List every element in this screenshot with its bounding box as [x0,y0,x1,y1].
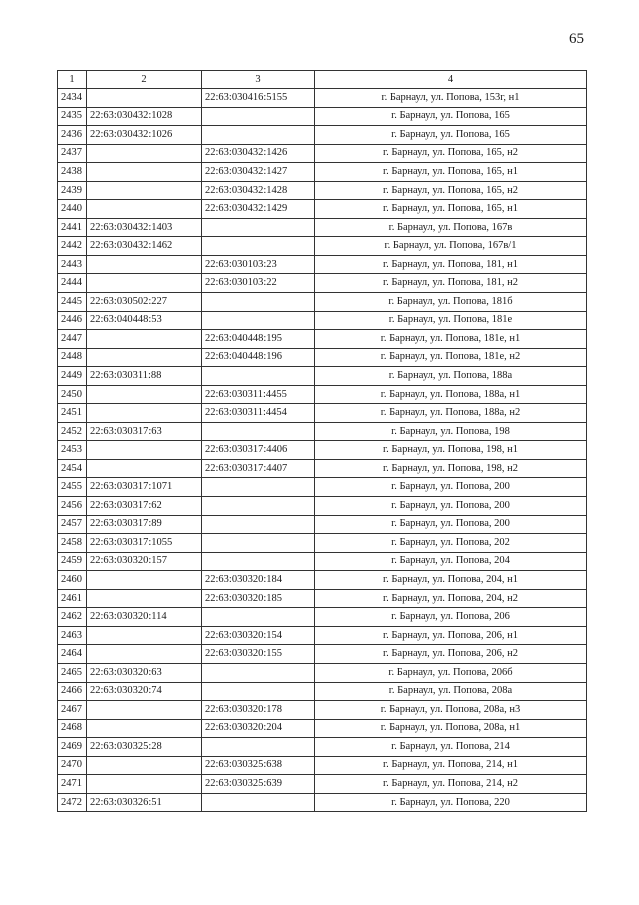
cadastral-number-premises-cell [202,478,315,497]
cadastral-number-land-cell: 22:63:030432:1403 [87,218,202,237]
cadastral-number-premises-cell: 22:63:030320:178 [202,701,315,720]
row-number-cell: 2460 [58,571,87,590]
address-cell: г. Барнаул, ул. Попова, 220 [315,793,587,812]
cadastral-number-land-cell [87,775,202,794]
cadastral-number-premises-cell: 22:63:040448:196 [202,348,315,367]
row-number-cell: 2439 [58,181,87,200]
row-number-cell: 2459 [58,552,87,571]
cadastral-number-land-cell [87,645,202,664]
row-number-cell: 2463 [58,626,87,645]
address-cell: г. Барнаул, ул. Попова, 165, н1 [315,200,587,219]
row-number-cell: 2436 [58,126,87,145]
cadastral-number-land-cell [87,441,202,460]
row-number-cell: 2470 [58,756,87,775]
cadastral-number-premises-cell: 22:63:030317:4406 [202,441,315,460]
row-number-cell: 2455 [58,478,87,497]
row-number-cell: 2435 [58,107,87,126]
cadastral-number-premises-cell [202,237,315,256]
table-row [58,793,587,812]
address-cell: г. Барнаул, ул. Попова, 206, н2 [315,645,587,664]
table-row [58,663,587,682]
row-number-cell: 2446 [58,311,87,330]
cadastral-number-land-cell: 22:63:030317:89 [87,515,202,534]
cadastral-number-land-cell: 22:63:030317:1071 [87,478,202,497]
table-row [58,645,587,664]
cadastral-number-land-cell: 22:63:030311:88 [87,367,202,386]
table-row [58,589,587,608]
address-cell: г. Барнаул, ул. Попова, 206, н1 [315,626,587,645]
table-row [58,348,587,367]
row-number-cell: 2442 [58,237,87,256]
cadastral-number-premises-cell: 22:63:030320:155 [202,645,315,664]
address-cell: г. Барнаул, ул. Попова, 204, н2 [315,589,587,608]
cadastral-number-premises-cell [202,663,315,682]
cadastral-number-land-cell [87,89,202,108]
row-number-cell: 2458 [58,534,87,553]
cadastral-number-premises-cell [202,608,315,627]
address-cell: г. Барнаул, ул. Попова, 181б [315,293,587,312]
address-cell: г. Барнаул, ул. Попова, 198 [315,422,587,441]
table-row [58,404,587,423]
property-registry-table [57,70,587,812]
address-cell: г. Барнаул, ул. Попова, 165, н1 [315,163,587,182]
address-cell: г. Барнаул, ул. Попова, 188а, н2 [315,404,587,423]
cadastral-number-premises-cell: 22:63:030317:4407 [202,459,315,478]
row-number-cell: 2466 [58,682,87,701]
table-row [58,756,587,775]
cadastral-number-land-cell: 22:63:030432:1462 [87,237,202,256]
row-number-cell: 2445 [58,293,87,312]
row-number-cell: 2464 [58,645,87,664]
cadastral-number-premises-cell: 22:63:030432:1427 [202,163,315,182]
cadastral-number-premises-cell [202,126,315,145]
cadastral-number-premises-cell: 22:63:030103:22 [202,274,315,293]
address-cell: г. Барнаул, ул. Попова, 181е [315,311,587,330]
table-row [58,459,587,478]
table-row [58,89,587,108]
table-row [58,719,587,738]
cadastral-number-land-cell [87,181,202,200]
cadastral-number-land-cell [87,274,202,293]
cadastral-number-land-cell [87,404,202,423]
address-cell: г. Барнаул, ул. Попова, 206б [315,663,587,682]
cadastral-number-premises-cell [202,367,315,386]
row-number-cell: 2471 [58,775,87,794]
table-row [58,682,587,701]
cadastral-number-land-cell: 22:63:030317:1055 [87,534,202,553]
row-number-cell: 2469 [58,738,87,757]
cadastral-number-premises-cell: 22:63:030103:23 [202,255,315,274]
cadastral-number-land-cell: 22:63:030432:1028 [87,107,202,126]
row-number-cell: 2440 [58,200,87,219]
cadastral-number-land-cell: 22:63:030320:157 [87,552,202,571]
table-row [58,626,587,645]
column-header-2: 2 [87,71,202,89]
cadastral-number-land-cell [87,200,202,219]
row-number-cell: 2450 [58,385,87,404]
table-row [58,218,587,237]
row-number-cell: 2456 [58,497,87,516]
table-row [58,311,587,330]
table-row [58,385,587,404]
row-number-cell: 2448 [58,348,87,367]
cadastral-number-land-cell [87,144,202,163]
address-cell: г. Барнаул, ул. Попова, 204, н1 [315,571,587,590]
table-row [58,701,587,720]
table-row [58,515,587,534]
cadastral-number-land-cell: 22:63:030320:63 [87,663,202,682]
address-cell: г. Барнаул, ул. Попова, 198, н2 [315,459,587,478]
table-row [58,497,587,516]
table-row [58,330,587,349]
cadastral-number-land-cell [87,626,202,645]
cadastral-number-premises-cell: 22:63:030320:154 [202,626,315,645]
cadastral-number-premises-cell: 22:63:030320:185 [202,589,315,608]
cadastral-number-land-cell [87,330,202,349]
row-number-cell: 2461 [58,589,87,608]
address-cell: г. Барнаул, ул. Попова, 200 [315,515,587,534]
cadastral-number-premises-cell [202,515,315,534]
table-row [58,293,587,312]
cadastral-number-premises-cell [202,793,315,812]
cadastral-number-land-cell: 22:63:030317:62 [87,497,202,516]
cadastral-number-land-cell [87,255,202,274]
row-number-cell: 2462 [58,608,87,627]
cadastral-number-land-cell: 22:63:030317:63 [87,422,202,441]
table-row [58,441,587,460]
cadastral-number-premises-cell: 22:63:030432:1426 [202,144,315,163]
address-cell: г. Барнаул, ул. Попова, 181, н2 [315,274,587,293]
cadastral-number-premises-cell: 22:63:030325:638 [202,756,315,775]
table-row [58,478,587,497]
row-number-cell: 2467 [58,701,87,720]
table-row [58,181,587,200]
cadastral-number-premises-cell [202,107,315,126]
cadastral-number-premises-cell: 22:63:030432:1428 [202,181,315,200]
address-cell: г. Барнаул, ул. Попова, 167в/1 [315,237,587,256]
column-header-4: 4 [315,71,587,89]
cadastral-number-premises-cell [202,552,315,571]
cadastral-number-premises-cell [202,311,315,330]
table-row [58,534,587,553]
table-row [58,237,587,256]
table-row [58,775,587,794]
address-cell: г. Барнаул, ул. Попова, 198, н1 [315,441,587,460]
address-cell: г. Барнаул, ул. Попова, 165, н2 [315,181,587,200]
row-number-cell: 2449 [58,367,87,386]
table-row [58,274,587,293]
cadastral-number-premises-cell: 22:63:040448:195 [202,330,315,349]
table-row [58,552,587,571]
cadastral-number-land-cell: 22:63:030320:74 [87,682,202,701]
address-cell: г. Барнаул, ул. Попова, 165 [315,126,587,145]
row-number-cell: 2447 [58,330,87,349]
cadastral-number-premises-cell: 22:63:030325:639 [202,775,315,794]
cadastral-number-premises-cell: 22:63:030320:184 [202,571,315,590]
table-row [58,571,587,590]
row-number-cell: 2444 [58,274,87,293]
table-row [58,163,587,182]
address-cell: г. Барнаул, ул. Попова, 200 [315,497,587,516]
table-row [58,255,587,274]
cadastral-number-land-cell [87,756,202,775]
address-cell: г. Барнаул, ул. Попова, 214, н1 [315,756,587,775]
column-header-3: 3 [202,71,315,89]
address-cell: г. Барнаул, ул. Попова, 202 [315,534,587,553]
row-number-cell: 2454 [58,459,87,478]
table-row [58,608,587,627]
cadastral-number-premises-cell [202,534,315,553]
row-number-cell: 2453 [58,441,87,460]
table-row [58,200,587,219]
table-row [58,107,587,126]
table-body [58,89,587,812]
cadastral-number-premises-cell: 22:63:030432:1429 [202,200,315,219]
row-number-cell: 2465 [58,663,87,682]
address-cell: г. Барнаул, ул. Попова, 208а, н3 [315,701,587,720]
cadastral-number-land-cell [87,459,202,478]
row-number-cell: 2437 [58,144,87,163]
cadastral-number-land-cell [87,719,202,738]
address-cell: г. Барнаул, ул. Попова, 214, н2 [315,775,587,794]
address-cell: г. Барнаул, ул. Попова, 165 [315,107,587,126]
cadastral-number-land-cell [87,701,202,720]
table-row [58,126,587,145]
row-number-cell: 2472 [58,793,87,812]
row-number-cell: 2438 [58,163,87,182]
cadastral-number-premises-cell [202,293,315,312]
address-cell: г. Барнаул, ул. Попова, 188а [315,367,587,386]
address-cell: г. Барнаул, ул. Попова, 208а, н1 [315,719,587,738]
address-cell: г. Барнаул, ул. Попова, 153г, н1 [315,89,587,108]
cadastral-number-land-cell: 22:63:030432:1026 [87,126,202,145]
row-number-cell: 2457 [58,515,87,534]
table-row [58,738,587,757]
cadastral-number-land-cell [87,348,202,367]
cadastral-number-land-cell: 22:63:030320:114 [87,608,202,627]
address-cell: г. Барнаул, ул. Попова, 208а [315,682,587,701]
address-cell: г. Барнаул, ул. Попова, 181е, н1 [315,330,587,349]
row-number-cell: 2434 [58,89,87,108]
address-cell: г. Барнаул, ул. Попова, 181, н1 [315,255,587,274]
address-cell: г. Барнаул, ул. Попова, 204 [315,552,587,571]
cadastral-number-land-cell [87,163,202,182]
cadastral-number-premises-cell: 22:63:030320:204 [202,719,315,738]
cadastral-number-premises-cell [202,422,315,441]
address-cell: г. Барнаул, ул. Попова, 188а, н1 [315,385,587,404]
cadastral-number-land-cell [87,571,202,590]
table-row [58,422,587,441]
table-header-row [58,71,587,89]
cadastral-number-premises-cell [202,682,315,701]
cadastral-number-land-cell [87,385,202,404]
address-cell: г. Барнаул, ул. Попова, 181е, н2 [315,348,587,367]
cadastral-number-premises-cell [202,497,315,516]
row-number-cell: 2452 [58,422,87,441]
cadastral-number-premises-cell: 22:63:030416:5155 [202,89,315,108]
cadastral-number-premises-cell [202,738,315,757]
page-number: 65 [569,31,584,47]
row-number-cell: 2451 [58,404,87,423]
address-cell: г. Барнаул, ул. Попова, 167в [315,218,587,237]
cadastral-number-land-cell: 22:63:030326:51 [87,793,202,812]
cadastral-number-land-cell: 22:63:030325:28 [87,738,202,757]
address-cell: г. Барнаул, ул. Попова, 200 [315,478,587,497]
address-cell: г. Барнаул, ул. Попова, 165, н2 [315,144,587,163]
cadastral-number-premises-cell: 22:63:030311:4455 [202,385,315,404]
cadastral-number-land-cell: 22:63:030502:227 [87,293,202,312]
table-row [58,144,587,163]
cadastral-number-land-cell [87,589,202,608]
row-number-cell: 2468 [58,719,87,738]
table-row [58,367,587,386]
cadastral-number-premises-cell: 22:63:030311:4454 [202,404,315,423]
column-header-1: 1 [58,71,87,89]
cadastral-number-premises-cell [202,218,315,237]
address-cell: г. Барнаул, ул. Попова, 214 [315,738,587,757]
row-number-cell: 2443 [58,255,87,274]
cadastral-number-land-cell: 22:63:040448:53 [87,311,202,330]
address-cell: г. Барнаул, ул. Попова, 206 [315,608,587,627]
row-number-cell: 2441 [58,218,87,237]
